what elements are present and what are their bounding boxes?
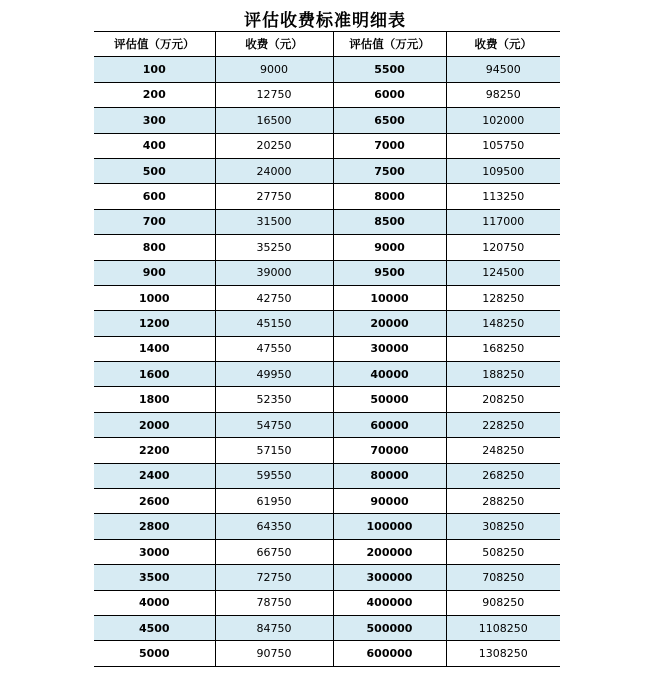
appraisal-value-cell: 900	[94, 260, 215, 285]
header-fee-2: 收费（元）	[446, 32, 560, 57]
appraisal-value-cell: 6500	[333, 108, 446, 133]
fee-cell: 708250	[446, 565, 560, 590]
fee-cell: 128250	[446, 285, 560, 310]
fee-cell: 59550	[215, 463, 333, 488]
fee-cell: 35250	[215, 235, 333, 260]
appraisal-value-cell: 2400	[94, 463, 215, 488]
fee-cell: 98250	[446, 82, 560, 107]
table-row	[94, 590, 560, 615]
fee-cell: 120750	[446, 235, 560, 260]
fee-cell: 1308250	[446, 641, 560, 666]
table-row	[94, 539, 560, 564]
appraisal-value-cell: 20000	[333, 311, 446, 336]
header-row	[94, 32, 560, 57]
appraisal-value-cell: 10000	[333, 285, 446, 310]
table-row	[94, 82, 560, 107]
fee-cell: 27750	[215, 184, 333, 209]
fee-table	[94, 31, 560, 667]
fee-cell: 508250	[446, 539, 560, 564]
fee-cell: 308250	[446, 514, 560, 539]
fee-cell: 109500	[446, 158, 560, 183]
appraisal-value-cell: 1400	[94, 336, 215, 361]
fee-cell: 66750	[215, 539, 333, 564]
fee-cell: 39000	[215, 260, 333, 285]
appraisal-value-cell: 1000	[94, 285, 215, 310]
table-row	[94, 641, 560, 666]
fee-cell: 268250	[446, 463, 560, 488]
table-row	[94, 57, 560, 82]
table-row	[94, 133, 560, 158]
appraisal-value-cell: 5000	[94, 641, 215, 666]
appraisal-value-cell: 8000	[333, 184, 446, 209]
fee-cell: 148250	[446, 311, 560, 336]
appraisal-value-cell: 2000	[94, 412, 215, 437]
header-appraisal-value-1: 评估值（万元）	[94, 32, 215, 57]
fee-cell: 248250	[446, 438, 560, 463]
table-row	[94, 362, 560, 387]
appraisal-value-cell: 90000	[333, 489, 446, 514]
appraisal-value-cell: 70000	[333, 438, 446, 463]
appraisal-value-cell: 600000	[333, 641, 446, 666]
header-appraisal-value-2: 评估值（万元）	[333, 32, 446, 57]
appraisal-value-cell: 400000	[333, 590, 446, 615]
appraisal-value-cell: 80000	[333, 463, 446, 488]
appraisal-value-cell: 6000	[333, 82, 446, 107]
fee-cell: 12750	[215, 82, 333, 107]
appraisal-value-cell: 4500	[94, 615, 215, 640]
appraisal-value-cell: 9500	[333, 260, 446, 285]
fee-cell: 102000	[446, 108, 560, 133]
appraisal-value-cell: 400	[94, 133, 215, 158]
fee-cell: 78750	[215, 590, 333, 615]
appraisal-value-cell: 300	[94, 108, 215, 133]
table-row	[94, 615, 560, 640]
fee-cell: 117000	[446, 209, 560, 234]
table-row	[94, 285, 560, 310]
fee-cell: 57150	[215, 438, 333, 463]
appraisal-value-cell: 200	[94, 82, 215, 107]
table-row	[94, 209, 560, 234]
fee-cell: 288250	[446, 489, 560, 514]
table-row	[94, 387, 560, 412]
table-row	[94, 108, 560, 133]
appraisal-value-cell: 2600	[94, 489, 215, 514]
fee-cell: 52350	[215, 387, 333, 412]
fee-cell: 188250	[446, 362, 560, 387]
appraisal-value-cell: 600	[94, 184, 215, 209]
appraisal-value-cell: 1600	[94, 362, 215, 387]
fee-cell: 24000	[215, 158, 333, 183]
appraisal-value-cell: 200000	[333, 539, 446, 564]
fee-cell: 208250	[446, 387, 560, 412]
appraisal-value-cell: 800	[94, 235, 215, 260]
table-row	[94, 336, 560, 361]
fee-table-body	[94, 57, 560, 666]
appraisal-value-cell: 1800	[94, 387, 215, 412]
table-row	[94, 311, 560, 336]
fee-cell: 105750	[446, 133, 560, 158]
fee-cell: 64350	[215, 514, 333, 539]
fee-cell: 20250	[215, 133, 333, 158]
appraisal-value-cell: 7000	[333, 133, 446, 158]
appraisal-value-cell: 40000	[333, 362, 446, 387]
table-row	[94, 184, 560, 209]
fee-table-header	[94, 32, 560, 57]
appraisal-value-cell: 700	[94, 209, 215, 234]
fee-cell: 1108250	[446, 615, 560, 640]
table-row	[94, 235, 560, 260]
fee-cell: 16500	[215, 108, 333, 133]
appraisal-value-cell: 60000	[333, 412, 446, 437]
appraisal-value-cell: 3500	[94, 565, 215, 590]
appraisal-value-cell: 9000	[333, 235, 446, 260]
appraisal-value-cell: 500	[94, 158, 215, 183]
fee-cell: 47550	[215, 336, 333, 361]
appraisal-value-cell: 1200	[94, 311, 215, 336]
appraisal-value-cell: 50000	[333, 387, 446, 412]
fee-cell: 908250	[446, 590, 560, 615]
fee-cell: 45150	[215, 311, 333, 336]
appraisal-value-cell: 500000	[333, 615, 446, 640]
page-title: 评估收费标准明细表	[244, 11, 406, 31]
appraisal-value-cell: 100	[94, 57, 215, 82]
appraisal-value-cell: 2200	[94, 438, 215, 463]
fee-cell: 228250	[446, 412, 560, 437]
appraisal-value-cell: 4000	[94, 590, 215, 615]
fee-cell: 72750	[215, 565, 333, 590]
appraisal-value-cell: 3000	[94, 539, 215, 564]
fee-cell: 61950	[215, 489, 333, 514]
fee-cell: 113250	[446, 184, 560, 209]
table-row	[94, 514, 560, 539]
fee-cell: 31500	[215, 209, 333, 234]
table-row	[94, 489, 560, 514]
fee-cell: 168250	[446, 336, 560, 361]
fee-cell: 124500	[446, 260, 560, 285]
appraisal-value-cell: 30000	[333, 336, 446, 361]
fee-cell: 90750	[215, 641, 333, 666]
fee-cell: 49950	[215, 362, 333, 387]
header-fee-1: 收费（元）	[215, 32, 333, 57]
fee-cell: 54750	[215, 412, 333, 437]
table-row	[94, 438, 560, 463]
appraisal-value-cell: 100000	[333, 514, 446, 539]
fee-cell: 84750	[215, 615, 333, 640]
fee-cell: 9000	[215, 57, 333, 82]
table-row	[94, 565, 560, 590]
fee-cell: 94500	[446, 57, 560, 82]
table-row	[94, 463, 560, 488]
appraisal-value-cell: 7500	[333, 158, 446, 183]
fee-cell: 42750	[215, 285, 333, 310]
table-row	[94, 412, 560, 437]
appraisal-value-cell: 2800	[94, 514, 215, 539]
table-row	[94, 260, 560, 285]
appraisal-value-cell: 300000	[333, 565, 446, 590]
appraisal-value-cell: 5500	[333, 57, 446, 82]
appraisal-value-cell: 8500	[333, 209, 446, 234]
table-row	[94, 158, 560, 183]
